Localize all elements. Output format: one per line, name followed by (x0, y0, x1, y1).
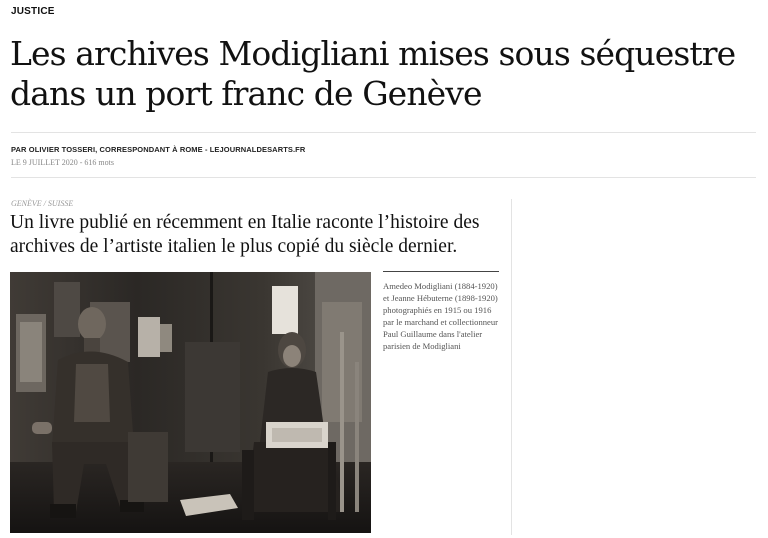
photo-caption: Amedeo Modigliani (1884-1920) et Jeanne Hébuterne (1898-1920) photographiés en 1915 ou 1916 par le marchand et collectionneur Paul Guillaume dans l'atelier parisien de Modigliani (383, 281, 499, 351)
byline: PAR OLIVIER TOSSERI, CORRESPONDANT À ROME - LEJOURNALDESARTS.FR (11, 145, 306, 154)
location-tag[interactable]: GENÈVE / SUISSE (11, 199, 74, 208)
caption-divider (383, 271, 499, 272)
article-photo (10, 272, 371, 533)
section-label[interactable]: JUSTICE (11, 6, 55, 17)
divider (11, 132, 756, 133)
column-divider (511, 199, 512, 535)
dateline: LE 9 JUILLET 2020 - 616 mots (11, 158, 114, 167)
article-lede: Un livre publié en récemment en Italie raconte l’histoire des archives de l’artiste italien le plus copié du siècle dernier. (10, 212, 480, 257)
studio-photograph (10, 272, 371, 533)
divider (11, 177, 756, 178)
article-headline: Les archives Modigliani mises sous séquestre dans un port franc de Genève (10, 34, 736, 113)
